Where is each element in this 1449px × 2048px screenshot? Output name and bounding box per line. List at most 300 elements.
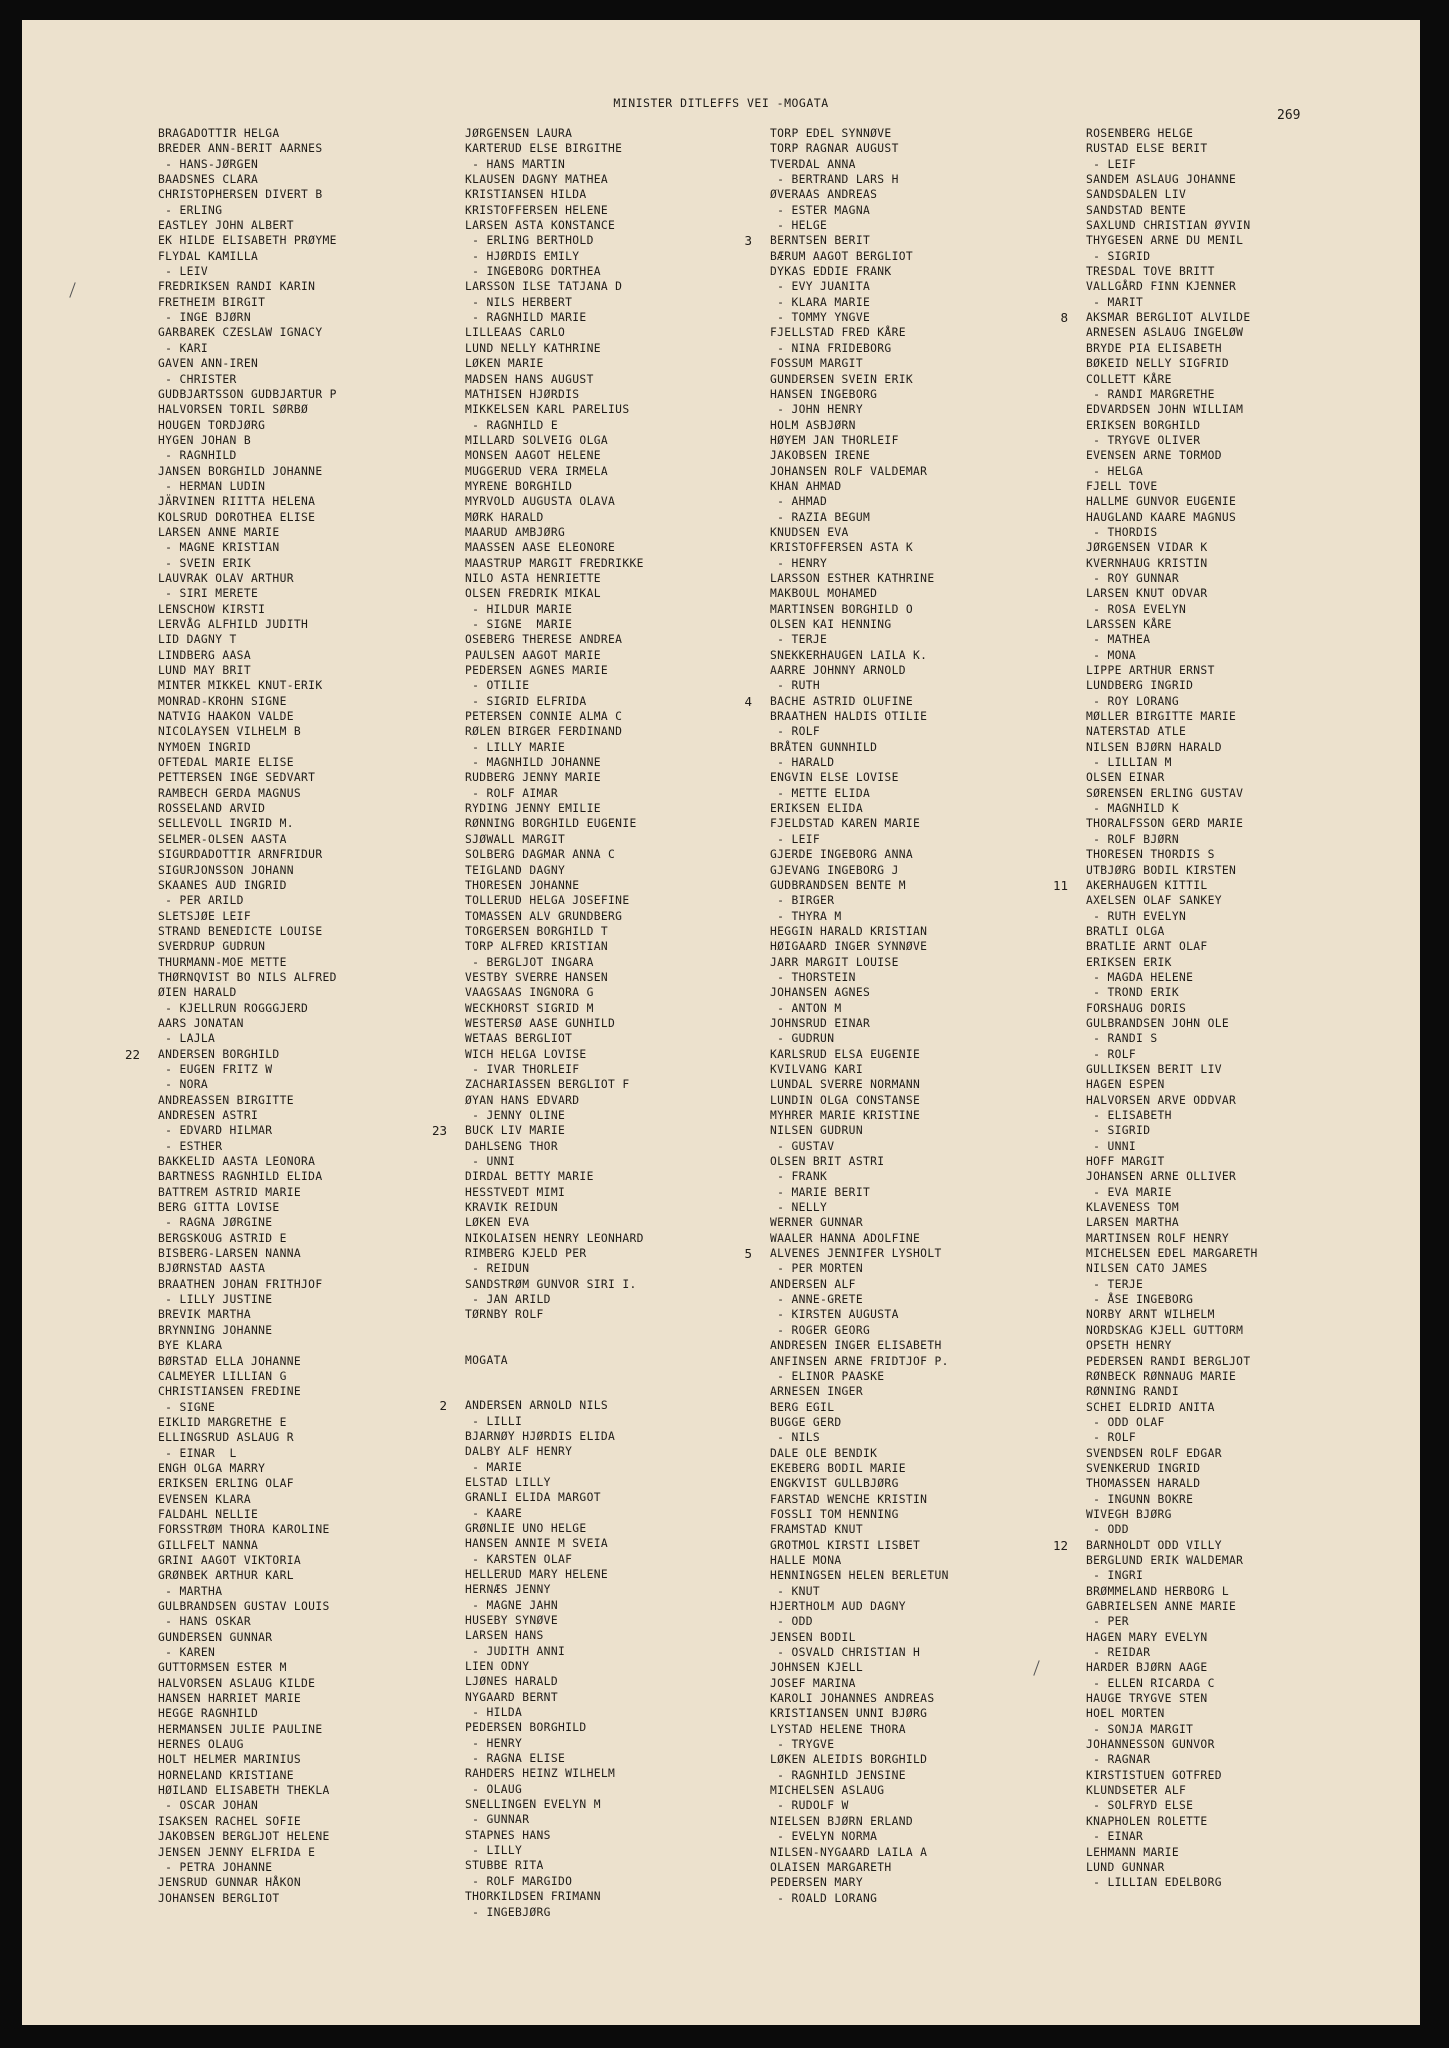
directory-entry xyxy=(158,740,337,755)
household-member-name: - ODD xyxy=(770,1615,813,1629)
directory-entry xyxy=(770,909,949,924)
directory-entry xyxy=(1086,1062,1258,1077)
resident-name: OFTEDAL MARIE ELISE xyxy=(158,756,294,770)
resident-name: FORSSTRØM THORA KAROLINE xyxy=(158,1523,330,1537)
resident-name: BRÅTEN GUNNHILD xyxy=(770,740,878,754)
directory-entry xyxy=(465,1001,644,1016)
directory-entry xyxy=(465,1552,644,1567)
resident-name: NIKOLAISEN HENRY LEONHARD xyxy=(465,1231,644,1245)
directory-entry xyxy=(770,832,949,847)
resident-name: RIMBERG KJELD PER xyxy=(465,1247,587,1261)
household-member-name: - LILLY MARIE xyxy=(465,740,566,754)
household-member-name: - METTE ELIDA xyxy=(770,786,871,800)
directory-entry xyxy=(1086,1768,1258,1783)
resident-name: BRYNNING JOHANNE xyxy=(158,1323,273,1337)
resident-name: HALLME GUNVOR EUGENIE xyxy=(1086,495,1237,509)
directory-entry xyxy=(770,1492,949,1507)
resident-name: BRATLI OLGA xyxy=(1086,924,1165,938)
resident-name: MYRENE BORGHILD xyxy=(465,479,573,493)
household-member-name: - NELLY xyxy=(770,1201,828,1215)
directory-entry xyxy=(158,1752,337,1767)
resident-name: MADSEN HANS AUGUST xyxy=(465,372,594,386)
household-member-name: - SIGNE xyxy=(158,1400,216,1414)
resident-name: KRISTIANSEN HILDA xyxy=(465,188,587,202)
directory-entry xyxy=(465,1246,644,1261)
directory-entry xyxy=(158,1492,337,1507)
directory-entry xyxy=(158,402,337,417)
household-member-name: - RUDOLF W xyxy=(770,1799,849,1813)
resident-name: BISBERG-LARSEN NANNA xyxy=(158,1247,302,1261)
directory-entry xyxy=(465,1874,644,1889)
directory-entry xyxy=(1086,632,1258,647)
directory-entry xyxy=(158,648,337,663)
directory-entry xyxy=(1086,1706,1258,1721)
directory-entry xyxy=(770,1292,949,1307)
directory-entry xyxy=(1086,678,1258,693)
directory-entry xyxy=(1086,1338,1258,1353)
household-member-name: - NILS HERBERT xyxy=(465,295,573,309)
directory-entry xyxy=(158,1829,337,1844)
directory-entry xyxy=(158,264,337,279)
directory-entry xyxy=(158,1584,337,1599)
directory-entry xyxy=(465,1062,644,1077)
directory-entry xyxy=(465,1292,644,1307)
resident-name: BERGLUND ERIK WALDEMAR xyxy=(1086,1553,1244,1567)
resident-name: MONRAD-KROHN SIGNE xyxy=(158,694,287,708)
resident-name: FOSSLI TOM HENNING xyxy=(770,1507,899,1521)
directory-entry xyxy=(465,1261,644,1276)
directory-entry xyxy=(770,1584,949,1599)
directory-entry xyxy=(1086,1185,1258,1200)
directory-entry xyxy=(158,233,337,248)
directory-entry xyxy=(158,1538,337,1553)
directory-entry xyxy=(465,1016,644,1031)
resident-name: BARNHOLDT ODD VILLY xyxy=(1086,1538,1222,1552)
resident-name: SANDSTRØM GUNVOR SIRI I. xyxy=(465,1277,637,1291)
household-member-name: - GUNNAR xyxy=(465,1813,530,1827)
directory-entry xyxy=(1052,1537,1258,1553)
directory-entry xyxy=(465,203,644,218)
directory-entry xyxy=(770,1231,949,1246)
directory-entry xyxy=(1086,1292,1258,1307)
directory-entry xyxy=(158,525,337,540)
resident-name: GRANLI ELIDA MARGOT xyxy=(465,1491,601,1505)
household-member-name: - HENRY xyxy=(770,556,828,570)
directory-entry xyxy=(158,1845,337,1860)
directory-entry xyxy=(1086,847,1258,862)
directory-entry xyxy=(1086,203,1258,218)
directory-entry xyxy=(158,279,337,294)
resident-name: EK HILDE ELISABETH PRØYME xyxy=(158,234,337,248)
household-member-name: - OSVALD CHRISTIAN H xyxy=(770,1646,921,1660)
resident-name: ALVENES JENNIFER LYSHOLT xyxy=(770,1247,942,1261)
directory-entry xyxy=(158,1292,337,1307)
directory-entry xyxy=(465,740,644,755)
resident-name: ØYAN HANS EDVARD xyxy=(465,1093,580,1107)
directory-entry xyxy=(158,510,337,525)
resident-name: HALVORSEN ARVE ODDVAR xyxy=(1086,1093,1237,1107)
household-member-name: - INGE BJØRN xyxy=(158,311,251,325)
directory-column-2 xyxy=(431,126,644,1920)
directory-entry xyxy=(1086,755,1258,770)
resident-name: PAULSEN AAGOT MARIE xyxy=(465,648,601,662)
directory-entry xyxy=(465,1077,644,1092)
resident-name: HANSEN HARRIET MARIE xyxy=(158,1692,302,1706)
house-number: 2 xyxy=(439,1398,447,1414)
resident-name: JENSEN JENNY ELFRIDA E xyxy=(158,1845,316,1859)
directory-entry xyxy=(1086,1400,1258,1415)
directory-entry xyxy=(465,801,644,816)
resident-name: JANSEN BORGHILD JOHANNE xyxy=(158,464,323,478)
directory-entry xyxy=(158,1722,337,1737)
household-member-name: - LILLI xyxy=(465,1414,523,1428)
resident-name: ENGKVIST GULLBJØRG xyxy=(770,1477,899,1491)
resident-name: VAAGSAAS INGNORA G xyxy=(465,986,594,1000)
resident-name: HENNINGSEN HELEN BERLETUN xyxy=(770,1569,949,1583)
directory-entry xyxy=(770,816,949,831)
household-member-name: - EVELYN NORMA xyxy=(770,1830,878,1844)
resident-name: SOLBERG DAGMAR ANNA C xyxy=(465,848,616,862)
resident-name: FJELLSTAD FRED KÅRE xyxy=(770,326,906,340)
household-member-name: - UNNI xyxy=(465,1155,516,1169)
resident-name: AKSMAR BERGLIOT ALVILDE xyxy=(1086,311,1251,325)
household-member-name: - SONJA MARGIT xyxy=(1086,1722,1194,1736)
directory-entry xyxy=(158,1354,337,1369)
directory-entry xyxy=(1086,433,1258,448)
directory-entry xyxy=(465,341,644,356)
resident-name: JOHANSEN BERGLIOT xyxy=(158,1891,280,1905)
directory-entry xyxy=(770,648,949,663)
directory-entry xyxy=(465,1674,644,1689)
resident-name: HOLT HELMER MARINIUS xyxy=(158,1753,302,1767)
resident-name: WETAAS BERGLIOT xyxy=(465,1032,573,1046)
directory-entry xyxy=(1086,1814,1258,1829)
resident-name: NILSEN-NYGAARD LAILA A xyxy=(770,1845,928,1859)
resident-name: EVENSEN ARNE TORMOD xyxy=(1086,449,1222,463)
directory-entry xyxy=(770,1077,949,1092)
directory-entry xyxy=(158,126,337,141)
directory-entry xyxy=(1086,249,1258,264)
resident-name: SCHEI ELDRID ANITA xyxy=(1086,1400,1215,1414)
directory-entry xyxy=(1086,510,1258,525)
household-member-name: - ERLING xyxy=(158,203,223,217)
directory-entry xyxy=(465,356,644,371)
resident-name: BÆRUM AAGOT BERGLIOT xyxy=(770,249,914,263)
directory-entry xyxy=(465,1185,644,1200)
section-spacer xyxy=(465,1323,644,1353)
directory-entry xyxy=(1086,1845,1258,1860)
household-member-name: - INGEBJØRG xyxy=(465,1905,551,1919)
house-number: 3 xyxy=(744,233,752,249)
directory-entry xyxy=(1086,1200,1258,1215)
directory-entry xyxy=(158,1476,337,1491)
resident-name: THORESEN JOHANNE xyxy=(465,878,580,892)
directory-entry xyxy=(1086,1307,1258,1322)
directory-entry xyxy=(1086,816,1258,831)
directory-entry xyxy=(465,1598,644,1613)
directory-entry xyxy=(1086,694,1258,709)
directory-entry xyxy=(158,786,337,801)
household-member-name: - FRANK xyxy=(770,1170,828,1184)
directory-entry xyxy=(770,632,949,647)
directory-entry xyxy=(770,540,949,555)
directory-entry xyxy=(158,1891,337,1906)
household-member-name: - MAGNHILD JOHANNE xyxy=(465,756,601,770)
resident-name: HOLM ASBJØRN xyxy=(770,418,856,432)
directory-entry xyxy=(158,893,337,908)
household-member-name: - IVAR THORLEIF xyxy=(465,1062,580,1076)
directory-entry xyxy=(465,525,644,540)
directory-entry xyxy=(465,1736,644,1751)
directory-entry xyxy=(158,1676,337,1691)
directory-entry xyxy=(158,187,337,202)
directory-entry xyxy=(465,1782,644,1797)
directory-entry xyxy=(124,1046,337,1062)
directory-entry xyxy=(1086,1553,1258,1568)
resident-name: BATTREM ASTRID MARIE xyxy=(158,1185,302,1199)
directory-entry xyxy=(1086,740,1258,755)
household-member-name: - REIDUN xyxy=(465,1262,530,1276)
household-member-name: - MONA xyxy=(1086,648,1137,662)
directory-entry xyxy=(465,1905,644,1920)
resident-name: ANDERSEN BORGHILD xyxy=(158,1047,280,1061)
household-member-name: - ANTON M xyxy=(770,1001,842,1015)
directory-entry xyxy=(770,1752,949,1767)
directory-entry xyxy=(158,586,337,601)
directory-entry xyxy=(770,1307,949,1322)
directory-entry xyxy=(465,1429,644,1444)
directory-entry xyxy=(158,556,337,571)
directory-entry xyxy=(1086,1660,1258,1675)
directory-entry xyxy=(158,801,337,816)
household-member-name: - JOHN HENRY xyxy=(770,403,863,417)
directory-entry xyxy=(465,433,644,448)
resident-name: BERG GITTA LOVISE xyxy=(158,1201,280,1215)
directory-entry xyxy=(1086,939,1258,954)
resident-name: SAXLUND CHRISTIAN ØYVIN xyxy=(1086,219,1251,233)
resident-name: SANDSTAD BENTE xyxy=(1086,203,1187,217)
household-member-name: - SIRI MERETE xyxy=(158,587,259,601)
resident-name: KRISTOFFERSEN ASTA K xyxy=(770,541,914,555)
directory-entry xyxy=(465,1889,644,1904)
directory-entry xyxy=(465,126,644,141)
directory-entry xyxy=(1086,617,1258,632)
directory-entry xyxy=(770,1829,949,1844)
directory-entry xyxy=(770,172,949,187)
resident-name: ØVERAAS ANDREAS xyxy=(770,188,878,202)
resident-name: LUND MAY BRIT xyxy=(158,664,251,678)
directory-entry xyxy=(1086,1645,1258,1660)
household-member-name: - ROLF xyxy=(1086,1431,1137,1445)
directory-entry xyxy=(158,1645,337,1660)
directory-entry xyxy=(1086,863,1258,878)
directory-entry xyxy=(465,218,644,233)
directory-entry xyxy=(158,1016,337,1031)
household-member-name: - SIGRID ELFRIDA xyxy=(465,694,587,708)
directory-entry xyxy=(744,233,949,249)
household-member-name: - PETRA JOHANNE xyxy=(158,1860,273,1874)
resident-name: NYMOEN INGRID xyxy=(158,740,251,754)
resident-name: LØKEN EVA xyxy=(465,1216,530,1230)
household-member-name: - ELLEN RICARDA C xyxy=(1086,1676,1215,1690)
household-member-name: - AHMAD xyxy=(770,495,828,509)
directory-entry xyxy=(158,709,337,724)
resident-name: JØRGENSEN VIDAR K xyxy=(1086,541,1208,555)
directory-entry xyxy=(465,786,644,801)
directory-entry xyxy=(1086,448,1258,463)
directory-entry xyxy=(465,1536,644,1551)
directory-entry xyxy=(770,740,949,755)
directory-entry xyxy=(158,310,337,325)
directory-entry xyxy=(465,1169,644,1184)
household-member-name: - LILLY xyxy=(465,1844,523,1858)
resident-name: SIGURJONSSON JOHANN xyxy=(158,863,294,877)
directory-entry xyxy=(158,694,337,709)
directory-entry xyxy=(158,1798,337,1813)
resident-name: JOSEF MARINA xyxy=(770,1676,856,1690)
directory-entry xyxy=(465,939,644,954)
directory-entry xyxy=(1086,1231,1258,1246)
directory-entry xyxy=(158,1599,337,1614)
directory-entry xyxy=(465,1475,644,1490)
resident-name: RAHDERS HEINZ WILHELM xyxy=(465,1767,616,1781)
household-member-name: - OTILIE xyxy=(465,679,530,693)
directory-entry xyxy=(465,295,644,310)
directory-entry xyxy=(1086,1277,1258,1292)
directory-entry xyxy=(1086,172,1258,187)
resident-name: GUDBJARTSSON GUDBJARTUR P xyxy=(158,387,337,401)
resident-name: HEGGIN HARALD KRISTIAN xyxy=(770,924,928,938)
directory-entry xyxy=(1086,1461,1258,1476)
directory-entry xyxy=(770,1323,949,1338)
resident-name: BUGGE GERD xyxy=(770,1415,842,1429)
directory-entry xyxy=(158,387,337,402)
directory-entry xyxy=(158,249,337,264)
resident-name: JOHANSEN ARNE OLLIVER xyxy=(1086,1170,1237,1184)
household-member-name: - MARIE xyxy=(465,1460,523,1474)
directory-entry xyxy=(158,1553,337,1568)
directory-entry xyxy=(1086,1875,1258,1890)
house-number: 12 xyxy=(1052,1537,1068,1553)
directory-entry xyxy=(770,893,949,908)
resident-name: LAUVRAK OLAV ARTHUR xyxy=(158,571,294,585)
household-member-name: - ROY LORANG xyxy=(1086,694,1179,708)
resident-name: TORGERSEN BORGHILD T xyxy=(465,924,609,938)
directory-entry xyxy=(158,1307,337,1322)
directory-entry xyxy=(465,694,644,709)
household-member-name: - MARIE BERIT xyxy=(770,1185,871,1199)
directory-entry xyxy=(744,1246,949,1262)
resident-name: ROSENBERG HELGE xyxy=(1086,127,1194,140)
resident-name: ERIKSEN ERLING OLAF xyxy=(158,1477,294,1491)
household-member-name: - RANDI MARGRETHE xyxy=(1086,387,1215,401)
resident-name: LIEN ODNY xyxy=(465,1660,530,1673)
directory-entry xyxy=(465,970,644,985)
directory-entry xyxy=(770,955,949,970)
resident-name: JAKOBSEN IRENE xyxy=(770,449,871,463)
resident-name: THURMANN-MOE METTE xyxy=(158,955,287,969)
resident-name: ANFINSEN ARNE FRIDTJOF P. xyxy=(770,1354,949,1368)
resident-name: DYKAS EDDIE FRANK xyxy=(770,265,892,279)
directory-entry xyxy=(158,141,337,156)
resident-name: GULBRANDSEN JOHN OLE xyxy=(1086,1016,1230,1030)
directory-entry xyxy=(158,832,337,847)
resident-name: ENGVIN ELSE LOVISE xyxy=(770,771,899,785)
directory-entry xyxy=(158,1860,337,1875)
resident-name: BUCK LIV MARIE xyxy=(465,1124,566,1138)
directory-entry xyxy=(465,448,644,463)
directory-entry xyxy=(770,924,949,939)
resident-name: SELMER-OLSEN AASTA xyxy=(158,832,287,846)
resident-name: SELLEVOLL INGRID M. xyxy=(158,817,294,831)
directory-entry xyxy=(158,878,337,893)
resident-name: GILLFELT NANNA xyxy=(158,1538,259,1552)
directory-entry xyxy=(770,218,949,233)
directory-entry xyxy=(1086,1630,1258,1645)
directory-entry xyxy=(465,1521,644,1536)
household-member-name: - OLAUG xyxy=(465,1782,523,1796)
resident-name: JOHANNESSON GUNVOR xyxy=(1086,1738,1215,1752)
directory-entry xyxy=(465,816,644,831)
directory-entry xyxy=(158,418,337,433)
directory-entry xyxy=(1086,279,1258,294)
resident-name: JENSEN BODIL xyxy=(770,1630,856,1644)
resident-name: KVERNHAUG KRISTIN xyxy=(1086,556,1208,570)
directory-entry xyxy=(770,970,949,985)
directory-entry xyxy=(770,1093,949,1108)
directory-entry xyxy=(1086,1568,1258,1583)
household-member-name: - RAGNHILD E xyxy=(465,418,558,432)
household-member-name: - KIRSTEN AUGUSTA xyxy=(770,1308,899,1322)
resident-name: LUND NELLY KATHRINE xyxy=(465,341,601,355)
resident-name: JOHNSEN KJELL xyxy=(770,1661,863,1675)
resident-name: NATERSTAD ATLE xyxy=(1086,725,1187,739)
resident-name: LINDBERG AASA xyxy=(158,648,251,662)
directory-entry xyxy=(158,1768,337,1783)
resident-name: KARTERUD ELSE BIRGITHE xyxy=(465,142,623,156)
resident-name: LUNDAL SVERRE NORMANN xyxy=(770,1078,921,1092)
household-member-name: - GUDRUN xyxy=(770,1032,835,1046)
household-member-name: - MARIT xyxy=(1086,295,1144,309)
resident-name: GABRIELSEN ANNE MARIE xyxy=(1086,1600,1237,1613)
household-member-name: - LAJLA xyxy=(158,1032,216,1046)
directory-entry xyxy=(1086,479,1258,494)
household-member-name: - CHRISTER xyxy=(158,372,237,386)
resident-name: HØYEM JAN THORLEIF xyxy=(770,433,899,447)
directory-entry xyxy=(1086,157,1258,172)
directory-entry xyxy=(465,985,644,1000)
directory-entry xyxy=(770,1768,949,1783)
resident-name: SNELLINGEN EVELYN M xyxy=(465,1798,601,1812)
directory-entry xyxy=(770,1614,949,1629)
directory-entry xyxy=(158,1215,337,1230)
resident-name: LJØNES HARALD xyxy=(465,1675,558,1689)
directory-entry xyxy=(1086,770,1258,785)
directory-entry xyxy=(1086,356,1258,371)
directory-entry xyxy=(158,372,337,387)
directory-entry xyxy=(1086,372,1258,387)
directory-entry xyxy=(465,893,644,908)
resident-name: HERNÆS JENNY xyxy=(465,1583,551,1597)
resident-name: LID DAGNY T xyxy=(158,633,237,647)
household-member-name: - ESTHER xyxy=(158,1139,223,1153)
resident-name: GRØNLIE UNO HELGE xyxy=(465,1521,587,1535)
directory-entry xyxy=(1086,1016,1258,1031)
household-member-name: - EVY JUANITA xyxy=(770,280,871,294)
resident-name: GJERDE INGEBORG ANNA xyxy=(770,848,914,862)
resident-name: BERGSKOUG ASTRID E xyxy=(158,1231,287,1245)
resident-name: KVILVANG KARI xyxy=(770,1062,863,1076)
